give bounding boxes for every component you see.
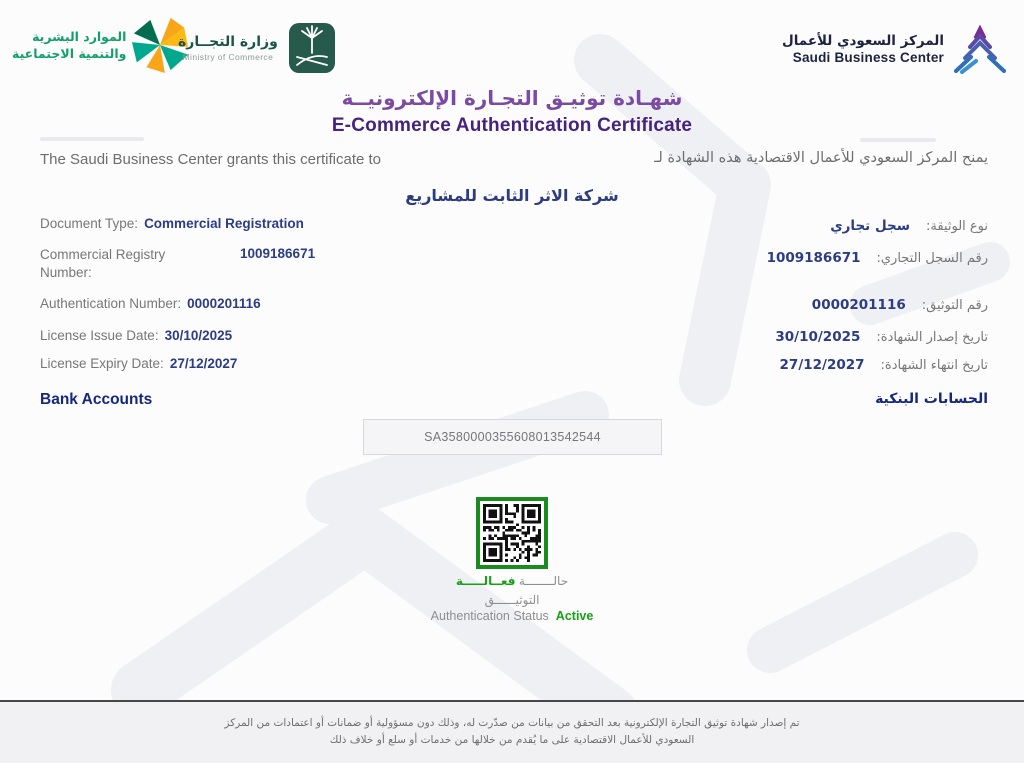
footer-line-1: تم إصدار شهادة توثيق التجارة الإلكترونية بعد التحقق من بيانات من صدّرت له، وذلك دون مسؤولية أو ضمانات أو اعتمادات من المركز xyxy=(224,717,800,729)
moc-logo-text xyxy=(178,34,278,62)
field-row-issue-date-en xyxy=(40,328,480,343)
status-label-en: Authentication Status xyxy=(430,609,549,623)
sbc-logo-text xyxy=(782,33,944,65)
field-label: Authentication Number: xyxy=(40,296,182,311)
decorative-dash-right xyxy=(860,138,936,142)
authentication-status-arabic xyxy=(0,572,1024,609)
field-label: Commercial Registry Number: xyxy=(40,247,166,281)
field-row-cr-number-en xyxy=(40,246,480,282)
status-word-2: التوثيــــــق xyxy=(484,592,540,607)
moc-english-name: Ministry of Commerce xyxy=(182,52,274,62)
field-label: تاريخ انتهاء الشهادة: xyxy=(880,358,988,373)
field-row-expiry-date-ar xyxy=(780,357,988,373)
field-label: رقم السجل التجاري: xyxy=(876,251,988,266)
status-active-ar: فعــالـــــة xyxy=(455,574,516,588)
field-row-issue-date-ar xyxy=(775,329,988,345)
field-label: Document Type: xyxy=(40,216,139,231)
field-value: Commercial Registration xyxy=(144,216,304,231)
sbc-arabic-name: المركز السعودي للأعمال xyxy=(782,33,944,49)
footer-disclaimer-text xyxy=(0,715,1024,749)
hrsd-logo-line2: والتنمية الاجتماعية xyxy=(12,46,127,61)
bank-accounts-heading-en: Bank Accounts xyxy=(40,391,153,408)
field-value: 27/12/2027 xyxy=(169,356,238,371)
hrsd-logo-text xyxy=(12,28,126,63)
moc-emblem-icon xyxy=(288,22,336,74)
decorative-dash-left xyxy=(40,137,144,141)
hrsd-logo xyxy=(12,16,190,74)
field-label: تاريخ إصدار الشهادة: xyxy=(876,330,988,345)
field-label: License Issue Date: xyxy=(40,328,159,343)
qr-code-icon xyxy=(483,504,541,562)
company-name: شركة الاثر الثابت للمشاريع xyxy=(405,186,619,205)
ministry-of-commerce-logo xyxy=(178,22,336,74)
field-value: 30/10/2025 xyxy=(775,329,861,345)
field-row-document-type-ar xyxy=(830,218,988,234)
field-value: سجل تجاري xyxy=(830,218,911,234)
field-label: نوع الوثيقة: xyxy=(926,219,988,234)
field-value: 0000201116 xyxy=(187,296,261,311)
field-row-auth-number-ar xyxy=(812,297,988,313)
authentication-status-english xyxy=(0,609,1024,623)
field-value: 1009186671 xyxy=(240,246,316,261)
field-label: رقم التوثيق: xyxy=(921,298,988,313)
status-word-1: حالــــــــة xyxy=(518,574,569,588)
field-value: 30/10/2025 xyxy=(164,328,233,343)
grant-text-english: The Saudi Business Center grants this certificate to xyxy=(40,151,382,168)
field-value: 27/12/2027 xyxy=(779,357,865,373)
iban-value: SA3580000355608013542544 xyxy=(424,430,601,444)
field-value: 0000201116 xyxy=(811,297,906,313)
field-row-expiry-date-en xyxy=(40,356,480,371)
iban-box xyxy=(363,419,662,455)
field-value: 1009186671 xyxy=(766,250,861,266)
field-row-cr-number-ar xyxy=(767,250,988,266)
bank-accounts-heading-ar: الحسابات البنكية xyxy=(875,391,988,407)
hrsd-logo-line1: الموارد البشرية xyxy=(32,28,127,44)
field-label: License Expiry Date: xyxy=(40,356,164,371)
saudi-business-center-logo xyxy=(782,24,1008,74)
status-active-en: Active xyxy=(555,609,594,623)
grant-text-arabic: يمنح المركز السعودي للأعمال الاقتصادية هذه الشهادة لـ xyxy=(654,150,988,166)
footer-disclaimer xyxy=(0,700,1024,763)
field-row-document-type-en xyxy=(40,216,480,231)
certificate-title-arabic: شهـادة توثيـق التجـارة الإلكترونيــة xyxy=(341,86,683,110)
certificate-title-english: E-Commerce Authentication Certificate xyxy=(331,115,693,136)
moc-arabic-name: وزارة التجــارة xyxy=(178,34,278,50)
field-row-auth-number-en xyxy=(40,296,480,311)
qr-code xyxy=(476,497,548,569)
sbc-arrows-icon xyxy=(952,24,1008,74)
sbc-english-name: Saudi Business Center xyxy=(792,50,944,65)
footer-line-2: السعودي للأعمال الاقتصادية على ما يُقدم من خلالها من خدمات أو سلع أو خلاف ذلك xyxy=(329,733,695,746)
